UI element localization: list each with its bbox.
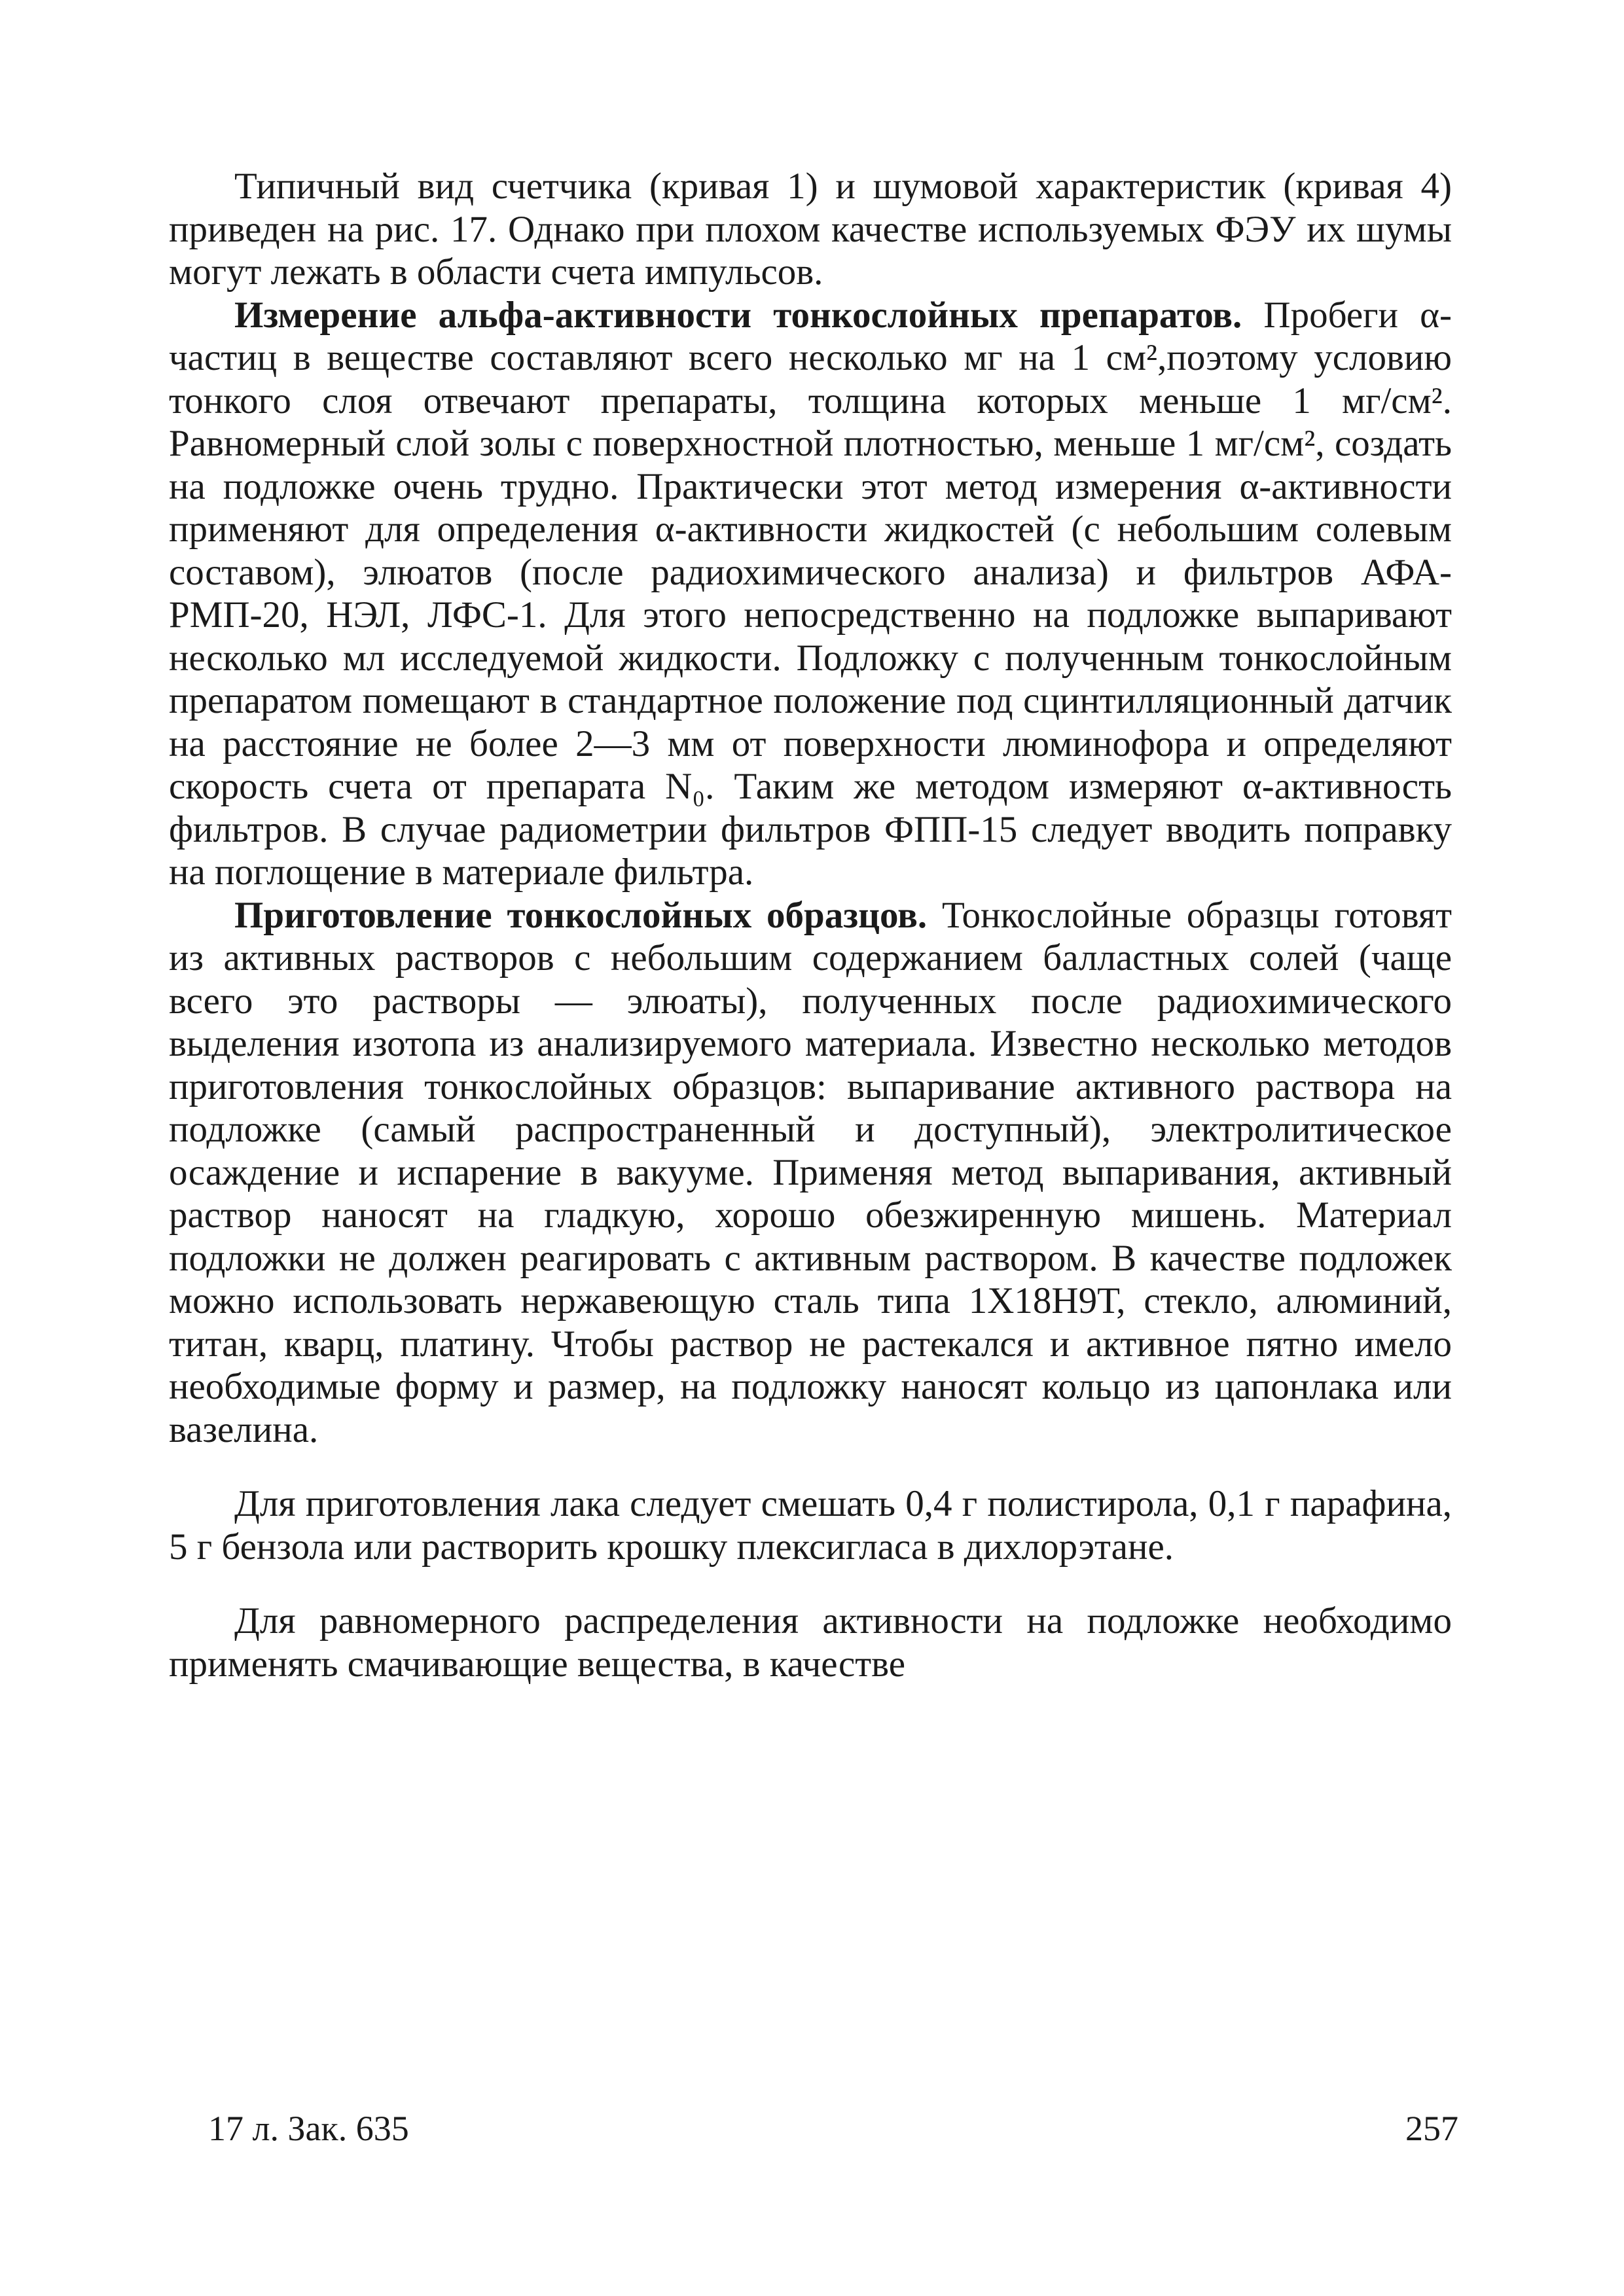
paragraph-alpha-measurement: [169, 294, 1452, 894]
paragraph-alpha-body: Пробеги α-частиц в веществе составляют всего несколько мг на 1 см²,поэтому условию тонкого слоя отвечают препараты, толщина которых меньше 1 мг/см². Равномерный слой золы с поверхностной плотностью, меньше 1 мг/см², создать на подложке очень трудно. Практически этот метод измерения α-активности применяют для определения α-активности жидкостей (с небольшим солевым составом), элюатов (после радиохимического анализа) и фильтров АФА-РМП-20, НЭЛ, ЛФС-1. Для этого непосредственно на подложке выпаривают несколько мл исследуемой жидкости. Подложку с полученным тонкослойным препаратом помещают в стандартное положение под сцинтилляционный датчик на расстояние не более 2—3 мм от поверхности люминофора и определяют скорость счета от препарата N₀. Таким же методом измеряют α-активность фильтров. В случае радиометрии фильтров ФПП-15 следует вводить поправку на поглощение в материале фильтра.: [169, 294, 1452, 893]
printer-signature: 17 л. Зак. 635: [208, 2109, 409, 2148]
paragraph-counter-noise: Типичный вид счетчика (кривая 1) и шумовой характеристик (кривая 4) приведен на рис. 17. Однако при плохом качестве используемых ФЭУ их шумы могут лежать в области счета импульсов.: [169, 166, 1452, 293]
paragraph-preparation-body: Тонкослойные образцы готовят из активных растворов с небольшим содержанием балластных солей (чаще всего это растворы — элюаты), полученных после радиохимического выделения изотопа из анализируемого материала. Известно несколько методов приготовления тонкослойных образцов: выпаривание активного раствора на подложке (самый распространенный и доступный), электролитическое осаждение и испарение в вакууме. Применяя метод выпаривания, активный раствор наносят на гладкую, хорошо обезжиренную мишень. Материал подложки не должен реагировать с активным раствором. В качестве подложек можно использовать нержавеющую сталь типа 1Х18Н9Т, стекло, алюминий, титан, кварц, платину. Чтобы раствор не растекался и активное пятно имело необходимые форму и размер, на подложку наносят кольцо из цапонлака или вазелина.: [169, 894, 1453, 1450]
paragraph-wetting-agents: Для равномерного распределения активности на подложке необходимо применять смачивающие вещества, в качестве: [169, 1600, 1452, 1685]
paragraph-sample-preparation: [169, 894, 1452, 1452]
paragraph-lacquer: Для приготовления лака следует смешать 0,4 г полистирола, 0,1 г парафина, 5 г бензола или растворить крошку плексигласа в дихлорэтане.: [169, 1483, 1452, 1568]
section-heading-alpha: Измерение альфа-активности тонкослойных препаратов.: [234, 294, 1242, 336]
page-number: 257: [1405, 2109, 1458, 2148]
section-heading-preparation: Приготовление тонкослойных образцов.: [234, 894, 928, 936]
body-text: [169, 165, 1452, 1685]
